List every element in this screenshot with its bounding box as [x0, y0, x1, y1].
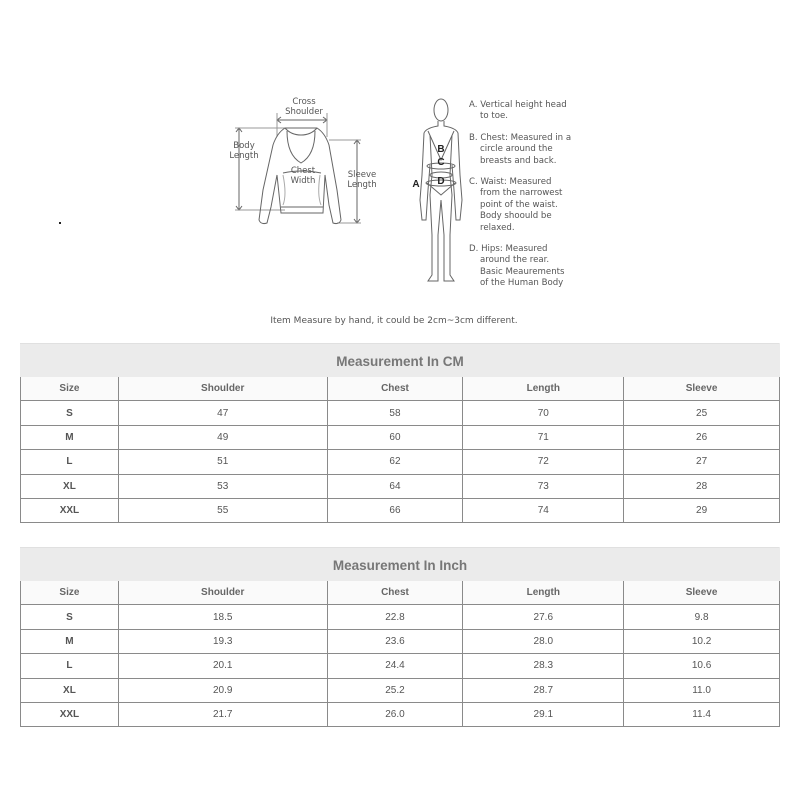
table-cell: 20.9 — [118, 678, 327, 702]
column-header: Size — [21, 377, 119, 401]
table-cell: 70 — [463, 401, 624, 425]
table-cell: 18.5 — [118, 605, 327, 629]
column-header: Chest — [327, 581, 463, 605]
cross-shoulder-label: Cross Shoulder — [285, 97, 323, 117]
table-cell: 27 — [624, 450, 780, 474]
table-cell: 71 — [463, 425, 624, 449]
table-row — [21, 425, 780, 449]
column-header: Shoulder — [118, 377, 327, 401]
legend-item-b: B. Chest: Measured in a circle around the breasts and back. — [469, 132, 572, 166]
table-row — [21, 605, 780, 629]
table-cell: 64 — [327, 474, 463, 498]
legend-item-d: D. Hips: Measured around the rear. Basic Meaurements of the Human Body — [469, 244, 565, 289]
table-row — [21, 498, 780, 522]
body-length-label: Body Length — [229, 141, 259, 161]
stray-dot — [59, 222, 61, 224]
table-row — [21, 450, 780, 474]
sleeve-length-label: Sleeve Length — [347, 170, 377, 190]
table-cell: 55 — [118, 498, 327, 522]
table-cell: 27.6 — [463, 605, 624, 629]
marker-d: D — [437, 176, 445, 187]
size-table-cm — [20, 343, 780, 523]
size-cell: L — [21, 450, 119, 474]
table-header-row — [21, 581, 780, 605]
size-cell: S — [21, 401, 119, 425]
marker-c: C — [437, 157, 445, 168]
table-cell: 29.1 — [463, 702, 624, 726]
column-header: Sleeve — [624, 581, 780, 605]
column-header: Chest — [327, 377, 463, 401]
human-body-icon — [410, 95, 470, 290]
size-cell: M — [21, 425, 119, 449]
size-cell: XXL — [21, 498, 119, 522]
table-cell: 28 — [624, 474, 780, 498]
table-row — [21, 678, 780, 702]
size-cell: XL — [21, 474, 119, 498]
table-row — [21, 401, 780, 425]
table-row — [21, 629, 780, 653]
table-cell: 49 — [118, 425, 327, 449]
size-cell: S — [21, 605, 119, 629]
table-header-row — [21, 377, 780, 401]
table-cell: 66 — [327, 498, 463, 522]
table-cell: 72 — [463, 450, 624, 474]
table-cell: 11.0 — [624, 678, 780, 702]
table-cell: 28.7 — [463, 678, 624, 702]
table-row — [21, 702, 780, 726]
table-cell: 60 — [327, 425, 463, 449]
table-cell: 11.4 — [624, 702, 780, 726]
size-cell: L — [21, 654, 119, 678]
table-cell: 28.3 — [463, 654, 624, 678]
table-cell: 26.0 — [327, 702, 463, 726]
measurement-legend — [469, 100, 579, 300]
measurement-note: Item Measure by hand, it could be 2cm~3cm different. — [270, 316, 518, 326]
legend-item-a: A. Vertical height head to toe. — [469, 100, 567, 122]
table-cell: 73 — [463, 474, 624, 498]
table-cell: 62 — [327, 450, 463, 474]
table-cell: 28.0 — [463, 629, 624, 653]
table-row — [21, 654, 780, 678]
table-cell: 74 — [463, 498, 624, 522]
column-header: Sleeve — [624, 377, 780, 401]
column-header: Length — [463, 581, 624, 605]
marker-a: A — [412, 179, 420, 190]
column-header: Length — [463, 377, 624, 401]
table-cell: 20.1 — [118, 654, 327, 678]
size-cell: XXL — [21, 702, 119, 726]
marker-b: B — [437, 144, 445, 155]
table-cell: 25.2 — [327, 678, 463, 702]
size-cell: XL — [21, 678, 119, 702]
column-header: Shoulder — [118, 581, 327, 605]
table-cell: 53 — [118, 474, 327, 498]
table-cell: 24.4 — [327, 654, 463, 678]
table-title: Measurement In CM — [21, 344, 780, 377]
table-cell: 51 — [118, 450, 327, 474]
table-row — [21, 474, 780, 498]
table-cell: 25 — [624, 401, 780, 425]
table-cell: 29 — [624, 498, 780, 522]
table-cell: 9.8 — [624, 605, 780, 629]
size-cell: M — [21, 629, 119, 653]
legend-item-c: C. Waist: Measured from the narrowest point of the waist. Body shoould be relaxed. — [469, 177, 563, 233]
table-cell: 10.6 — [624, 654, 780, 678]
chest-width-label: Chest Width — [290, 166, 316, 186]
size-table-inch — [20, 547, 780, 727]
table-cell: 19.3 — [118, 629, 327, 653]
table-cell: 23.6 — [327, 629, 463, 653]
table-cell: 22.8 — [327, 605, 463, 629]
table-cell: 10.2 — [624, 629, 780, 653]
table-title: Measurement In Inch — [21, 548, 780, 581]
table-cell: 21.7 — [118, 702, 327, 726]
table-cell: 58 — [327, 401, 463, 425]
table-cell: 47 — [118, 401, 327, 425]
table-cell: 26 — [624, 425, 780, 449]
column-header: Size — [21, 581, 119, 605]
